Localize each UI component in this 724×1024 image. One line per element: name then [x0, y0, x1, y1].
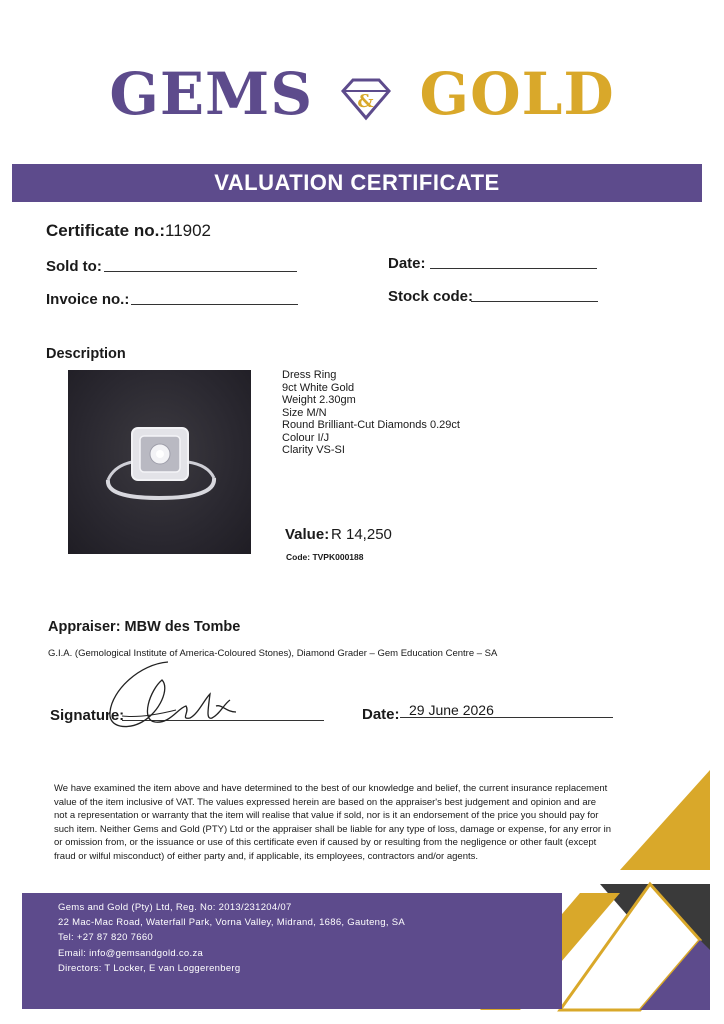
item-code: Code: TVPK000188: [286, 552, 364, 562]
value-label: Value:: [285, 526, 330, 543]
disclaimer-line: We have examined the item above and have determined to the best of our knowledge and belief, the current insurance replacement: [54, 783, 608, 794]
signature-date-value: 29 June 2026: [409, 702, 494, 718]
appraiser-credentials: G.I.A. (Gemological Institute of America-Coloured Stones), Diamond Grader – Gem Education Centre – SA: [48, 648, 498, 659]
value-amount: R 14,250: [331, 526, 392, 543]
certificate-number-value: 11902: [165, 221, 212, 240]
disclaimer-line: such item. Neither Gems and Gold (PTY) Ltd or the appraiser shall be liable for any type of loss, damage or expense, for any error in: [54, 823, 612, 835]
company-details: [58, 900, 405, 976]
desc-line: Size M/N: [282, 406, 327, 419]
invoice-no-label: Invoice no.:: [46, 291, 130, 308]
desc-line: Clarity VS-SI: [282, 444, 345, 456]
disclaimer-line: fraud or wilful misconduct) of either party and, if applicable, its employees, contractors and/or agents.: [54, 850, 479, 862]
signature-label: Signature:: [50, 707, 125, 724]
company-email: Email: info@gemsandgold.co.za: [58, 947, 204, 959]
logo-ampersand: &: [357, 91, 375, 112]
company-directors: Directors: T Locker, E van Loggerenberg: [58, 962, 241, 974]
date-label: Date:: [388, 255, 426, 272]
disclaimer-line: not a representation or warranty that the item will realise that value if sold, nor is it an endorsement of the price you should pay for: [54, 810, 599, 821]
logo-word-gold: GOLD: [419, 60, 615, 128]
company-address: 22 Mac-Mac Road, Waterfall Park, Vorna Valley, Midrand, 1686, Gauteng, SA: [58, 917, 405, 929]
logo-word-gems: GEMS: [109, 60, 314, 128]
company-registration: Gems and Gold (Pty) Ltd, Reg. No: 2013/231204/07: [58, 902, 292, 913]
desc-line: 9ct White Gold: [282, 381, 355, 394]
certificate-number-label: Certificate no.:: [46, 221, 166, 240]
sold-to-label: Sold to:: [46, 258, 102, 275]
description-heading: Description: [46, 346, 126, 362]
certificate-title-banner: VALUATION CERTIFICATE: [12, 164, 702, 202]
desc-line: Colour I/J: [282, 431, 330, 444]
stock-code-label: Stock code:: [388, 288, 474, 305]
signature-date-label: Date:: [362, 706, 400, 723]
desc-line: Dress Ring: [282, 369, 337, 381]
disclaimer-line: or omission from, or the issuance or use of this certificate even if caused by or resulting from the negligence or other fault (except: [54, 837, 597, 848]
desc-line: Round Brilliant-Cut Diamonds 0.29ct: [282, 419, 460, 431]
appraiser-heading: Appraiser: MBW des Tombe: [48, 619, 241, 635]
disclaimer-line: value of the item inclusive of VAT. The values expressed herein are based on the appraiser's best judgement and opinion and are: [54, 796, 597, 808]
company-phone: Tel: +27 87 820 7660: [58, 932, 154, 944]
desc-line: Weight 2.30gm: [282, 394, 356, 406]
